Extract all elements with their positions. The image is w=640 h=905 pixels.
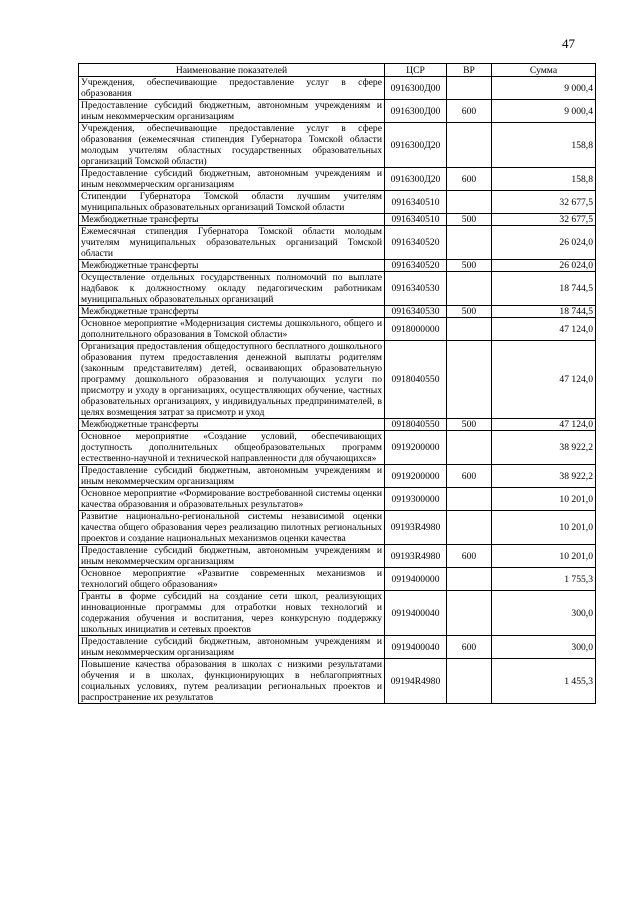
cell-csr: 0916300Д20 <box>385 123 447 168</box>
table-row <box>79 100 596 123</box>
cell-name: Предоставление субсидий бюджетным, автономным учреждениям и иным некоммерческим организациям <box>79 100 385 123</box>
table-row <box>79 260 596 272</box>
cell-sum: 300,0 <box>492 591 596 636</box>
cell-name: Основное мероприятие «Модернизация системы дошкольного, общего и дополнительного образования в Томской области» <box>79 318 385 341</box>
cell-name: Межбюджетные трансферты <box>79 306 385 318</box>
cell-csr: 09193R4980 <box>385 545 447 568</box>
table-row <box>79 591 596 636</box>
cell-csr: 0916300Д20 <box>385 168 447 191</box>
cell-csr: 0916340520 <box>385 226 447 260</box>
table-row <box>79 191 596 214</box>
cell-sum: 10 201,0 <box>492 545 596 568</box>
cell-vr: 500 <box>447 419 492 431</box>
header-sum: Сумма <box>492 64 596 77</box>
header-vr: ВР <box>447 64 492 77</box>
cell-name: Межбюджетные трансферты <box>79 214 385 226</box>
cell-name: Учреждения, обеспечивающие предоставление услуг в сфере образования (ежемесячная стипендия Губернатора Томской области молодым учителям областных государственных образовательных организаций Томской области) <box>79 123 385 168</box>
table-row <box>79 511 596 545</box>
cell-vr: 600 <box>447 465 492 488</box>
cell-sum: 18 744,5 <box>492 272 596 306</box>
cell-sum: 32 677,5 <box>492 214 596 226</box>
header-name: Наименование показателей <box>79 64 385 77</box>
cell-name: Основное мероприятие «Создание условий, обеспечивающих доступность дополнительных общеобразовательных программ естественно-научной и технической направленности для обучающихся» <box>79 431 385 465</box>
cell-csr: 0918040550 <box>385 419 447 431</box>
table-row <box>79 341 596 419</box>
cell-name: Гранты в форме субсидий на создание сети школ, реализующих инновационные программы для отработки новых технологий и содержания обучения и воспитания, через конкурсную поддержку школьных инициатив и сетевых проектов <box>79 591 385 636</box>
cell-name: Основное мероприятие «Развитие современных механизмов и технологий общего образования» <box>79 568 385 591</box>
budget-table <box>78 63 596 704</box>
cell-csr: 0916340510 <box>385 214 447 226</box>
table-row <box>79 214 596 226</box>
table-row <box>79 123 596 168</box>
cell-sum: 158,8 <box>492 123 596 168</box>
cell-csr: 0919200000 <box>385 465 447 488</box>
cell-csr: 0916340510 <box>385 191 447 214</box>
table-row <box>79 77 596 100</box>
cell-sum: 47 124,0 <box>492 318 596 341</box>
cell-name: Межбюджетные трансферты <box>79 419 385 431</box>
cell-name: Межбюджетные трансферты <box>79 260 385 272</box>
cell-name: Стипендии Губернатора Томской области лучшим учителям муниципальных образовательных организаций Томской области <box>79 191 385 214</box>
cell-vr <box>447 431 492 465</box>
cell-csr: 0919200000 <box>385 431 447 465</box>
table-row <box>79 306 596 318</box>
cell-name: Предоставление субсидий бюджетным, автономным учреждениям и иным некоммерческим организациям <box>79 168 385 191</box>
cell-name: Учреждения, обеспечивающие предоставление услуг в сфере образования <box>79 77 385 100</box>
table-row <box>79 568 596 591</box>
cell-sum: 38 922,2 <box>492 465 596 488</box>
cell-sum: 9 000,4 <box>492 100 596 123</box>
cell-csr: 0919400000 <box>385 568 447 591</box>
table-row <box>79 545 596 568</box>
cell-name: Осуществление отдельных государственных полномочий по выплате надбавок к должностному окладу педагогическим работникам муниципальных образовательных организаций <box>79 272 385 306</box>
cell-sum: 26 024,0 <box>492 260 596 272</box>
cell-csr: 0916300Д00 <box>385 77 447 100</box>
table-row <box>79 659 596 704</box>
page-number: 47 <box>562 36 575 51</box>
table-row <box>79 168 596 191</box>
cell-vr <box>447 591 492 636</box>
header-csr: ЦСР <box>385 64 447 77</box>
cell-vr <box>447 341 492 419</box>
cell-vr <box>447 318 492 341</box>
cell-csr: 0916340520 <box>385 260 447 272</box>
table-row <box>79 636 596 659</box>
cell-name: Предоставление субсидий бюджетным, автономным учреждениям и иным некоммерческим организациям <box>79 465 385 488</box>
cell-name: Предоставление субсидий бюджетным, автономным учреждениям и иным некоммерческим организациям <box>79 545 385 568</box>
cell-csr: 0919300000 <box>385 488 447 511</box>
cell-csr: 0919400040 <box>385 636 447 659</box>
table-row <box>79 431 596 465</box>
cell-sum: 18 744,5 <box>492 306 596 318</box>
table-row <box>79 419 596 431</box>
cell-vr <box>447 77 492 100</box>
cell-sum: 26 024,0 <box>492 226 596 260</box>
table-row <box>79 465 596 488</box>
cell-name: Повышение качества образования в школах с низкими результатами обучения и в школах, функционирующих в неблагоприятных социальных условиях, путем реализации региональных проектов и распространение их результатов <box>79 659 385 704</box>
cell-sum: 47 124,0 <box>492 419 596 431</box>
cell-name: Развитие национально-региональной системы независимой оценки качества общего образования через реализацию пилотных региональных проектов и создание национальных механизмов оценки качества <box>79 511 385 545</box>
cell-vr <box>447 272 492 306</box>
cell-vr: 500 <box>447 214 492 226</box>
cell-name: Основное мероприятие «Формирование востребованной системы оценки качества образования и образовательных результатов» <box>79 488 385 511</box>
cell-vr: 600 <box>447 545 492 568</box>
cell-vr <box>447 226 492 260</box>
cell-vr: 600 <box>447 168 492 191</box>
cell-csr: 0919400040 <box>385 591 447 636</box>
cell-vr <box>447 511 492 545</box>
cell-csr: 09193R4980 <box>385 511 447 545</box>
cell-sum: 10 201,0 <box>492 511 596 545</box>
cell-sum: 38 922,2 <box>492 431 596 465</box>
cell-name: Ежемесячная стипендия Губернатора Томской области молодым учителям муниципальных образовательных организаций Томской области <box>79 226 385 260</box>
cell-vr: 500 <box>447 306 492 318</box>
cell-sum: 32 677,5 <box>492 191 596 214</box>
cell-csr: 0916300Д00 <box>385 100 447 123</box>
cell-vr: 500 <box>447 260 492 272</box>
table-row <box>79 272 596 306</box>
cell-sum: 1 755,3 <box>492 568 596 591</box>
table-row <box>79 318 596 341</box>
table-header-row <box>79 64 596 77</box>
table-row <box>79 488 596 511</box>
cell-name: Предоставление субсидий бюджетным, автономным учреждениям и иным некоммерческим организациям <box>79 636 385 659</box>
cell-sum: 9 000,4 <box>492 77 596 100</box>
cell-vr <box>447 659 492 704</box>
cell-vr <box>447 191 492 214</box>
cell-csr: 0918040550 <box>385 341 447 419</box>
cell-vr: 600 <box>447 636 492 659</box>
cell-csr: 0916340530 <box>385 306 447 318</box>
cell-vr <box>447 488 492 511</box>
cell-sum: 1 455,3 <box>492 659 596 704</box>
cell-name: Организация предоставления общедоступного бесплатного дошкольного образования путем предоставления денежной выплаты родителям (законным представителям) детей, осваивающих образовательную программу дошкольного образования и получающих услуги по присмотру и уходу в организациях, осуществляющих обучение, частных образовательных организациях, у индивидуальных предпринимателей, в целях возмещения затрат за присмотр и уход <box>79 341 385 419</box>
cell-vr: 600 <box>447 100 492 123</box>
cell-sum: 47 124,0 <box>492 341 596 419</box>
cell-csr: 09194R4980 <box>385 659 447 704</box>
cell-vr <box>447 123 492 168</box>
cell-vr <box>447 568 492 591</box>
cell-sum: 10 201,0 <box>492 488 596 511</box>
cell-csr: 0916340530 <box>385 272 447 306</box>
cell-sum: 158,8 <box>492 168 596 191</box>
table-row <box>79 226 596 260</box>
cell-sum: 300,0 <box>492 636 596 659</box>
cell-csr: 0918000000 <box>385 318 447 341</box>
